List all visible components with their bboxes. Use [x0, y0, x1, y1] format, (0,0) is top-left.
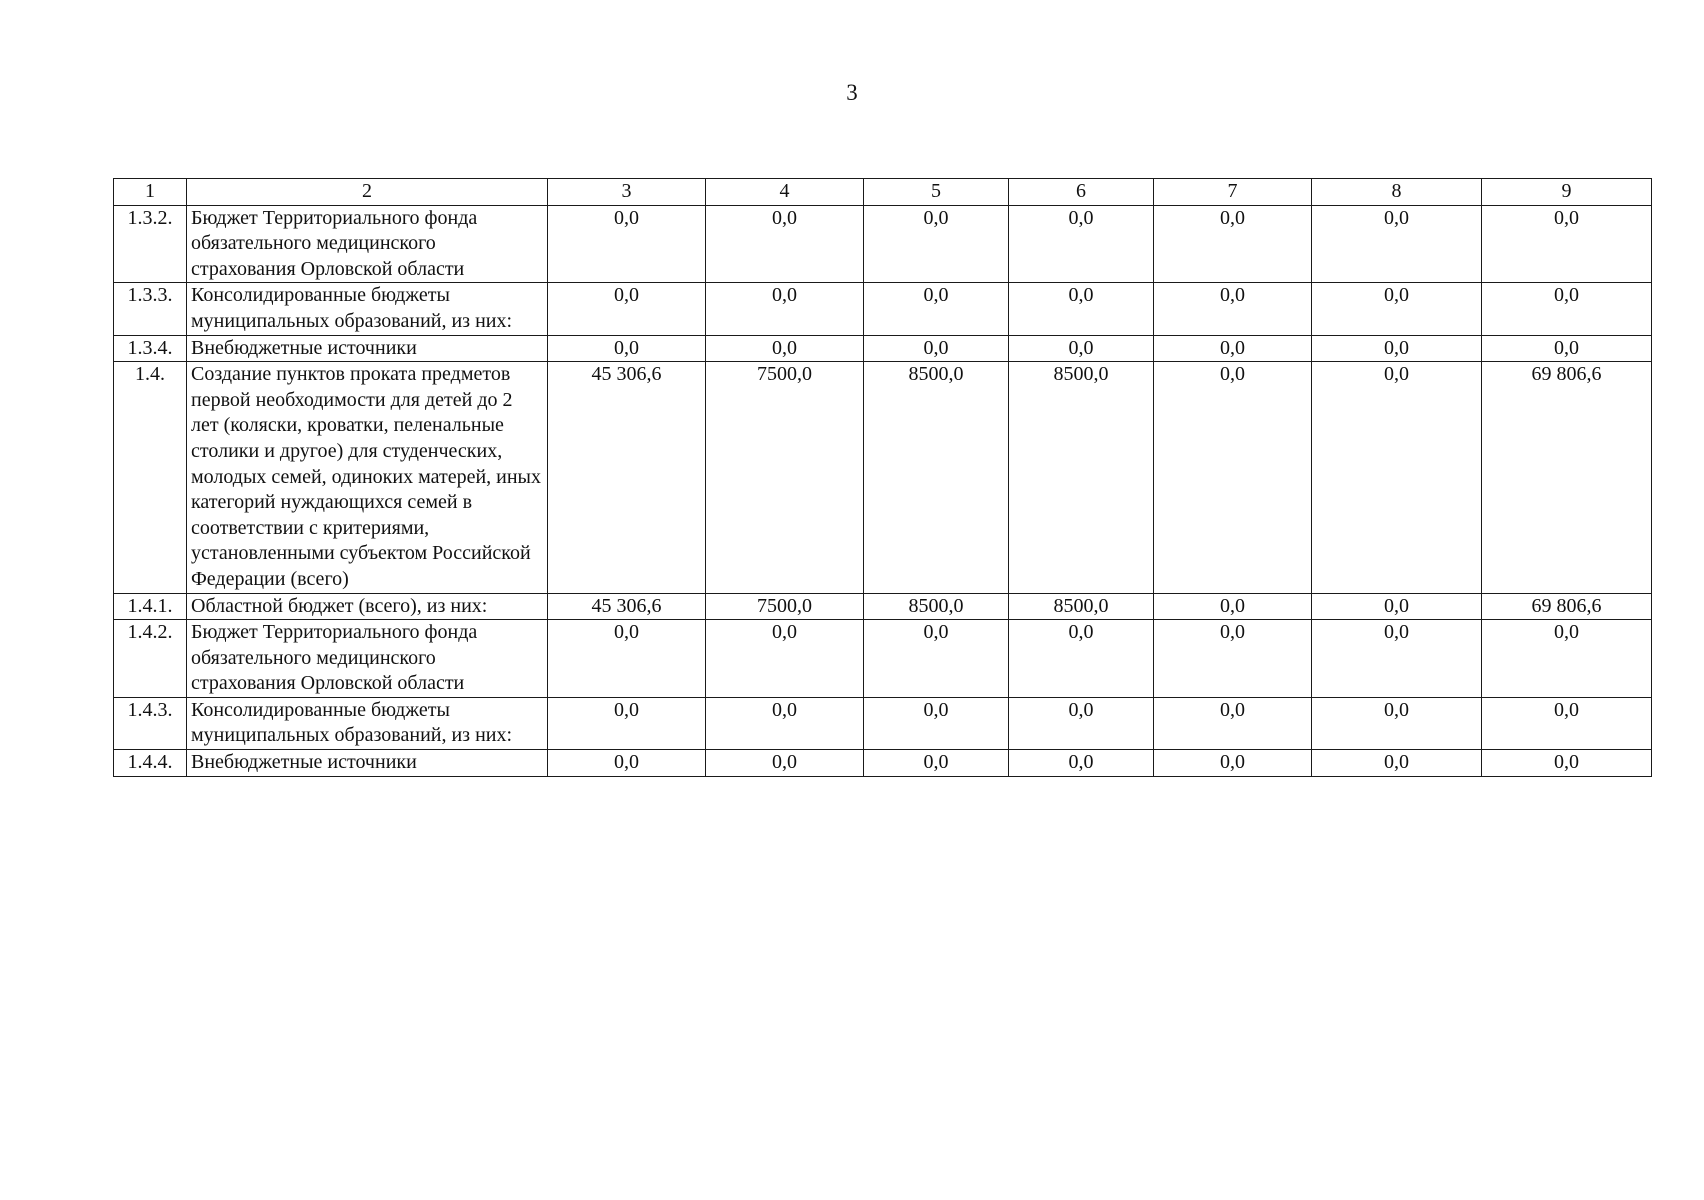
page-number: 3 — [846, 80, 858, 105]
row-name: Бюджет Территориального фонда обязательного медицинского страхования Орловской области — [187, 205, 548, 283]
value-cell: 0,0 — [1312, 205, 1482, 283]
column-header: 3 — [548, 179, 706, 206]
value-cell: 69 806,6 — [1482, 593, 1652, 620]
value-cell: 0,0 — [1009, 335, 1154, 362]
value-cell: 0,0 — [1154, 283, 1312, 335]
table-row — [114, 283, 1652, 335]
value-cell: 0,0 — [548, 283, 706, 335]
column-header: 6 — [1009, 179, 1154, 206]
value-cell: 0,0 — [1009, 205, 1154, 283]
row-number: 1.4.1. — [114, 593, 187, 620]
column-header: 4 — [706, 179, 864, 206]
value-cell: 0,0 — [706, 750, 864, 777]
row-name: Консолидированные бюджеты муниципальных образований, из них: — [187, 697, 548, 749]
value-cell: 8500,0 — [1009, 362, 1154, 593]
value-cell: 0,0 — [1482, 283, 1652, 335]
value-cell: 69 806,6 — [1482, 362, 1652, 593]
table-row — [114, 362, 1652, 593]
value-cell: 0,0 — [864, 205, 1009, 283]
value-cell: 0,0 — [1154, 593, 1312, 620]
value-cell: 0,0 — [548, 335, 706, 362]
value-cell: 8500,0 — [864, 593, 1009, 620]
column-header: 8 — [1312, 179, 1482, 206]
value-cell: 0,0 — [1482, 750, 1652, 777]
row-number: 1.4.2. — [114, 620, 187, 698]
value-cell: 0,0 — [548, 697, 706, 749]
row-name: Создание пунктов проката предметов первой необходимости для детей до 2 лет (коляски, кроватки, пеленальные столики и другое) для студенческих, молодых семей, одиноких матерей, иных категорий нуждающихся семей в соответствии с критериями, установленными субъектом Российской Федерации (всего) — [187, 362, 548, 593]
value-cell: 0,0 — [1312, 620, 1482, 698]
budget-table — [113, 178, 1652, 777]
table-row — [114, 620, 1652, 698]
table-row — [114, 697, 1652, 749]
value-cell: 0,0 — [1482, 697, 1652, 749]
value-cell: 0,0 — [864, 750, 1009, 777]
column-header: 5 — [864, 179, 1009, 206]
value-cell: 8500,0 — [864, 362, 1009, 593]
value-cell: 0,0 — [864, 697, 1009, 749]
value-cell: 0,0 — [1154, 362, 1312, 593]
column-header: 2 — [187, 179, 548, 206]
row-name: Внебюджетные источники — [187, 750, 548, 777]
value-cell: 0,0 — [1154, 697, 1312, 749]
value-cell: 0,0 — [1009, 620, 1154, 698]
value-cell: 0,0 — [706, 205, 864, 283]
table-row — [114, 205, 1652, 283]
row-number: 1.3.3. — [114, 283, 187, 335]
table-row — [114, 593, 1652, 620]
table-row — [114, 750, 1652, 777]
value-cell: 0,0 — [1312, 283, 1482, 335]
row-number: 1.4.4. — [114, 750, 187, 777]
column-header: 9 — [1482, 179, 1652, 206]
value-cell: 0,0 — [1312, 362, 1482, 593]
value-cell: 0,0 — [864, 620, 1009, 698]
row-name: Областной бюджет (всего), из них: — [187, 593, 548, 620]
row-number: 1.3.4. — [114, 335, 187, 362]
value-cell: 0,0 — [548, 620, 706, 698]
value-cell: 45 306,6 — [548, 362, 706, 593]
value-cell: 0,0 — [548, 205, 706, 283]
value-cell: 0,0 — [548, 750, 706, 777]
row-number: 1.4. — [114, 362, 187, 593]
value-cell: 0,0 — [706, 697, 864, 749]
value-cell: 0,0 — [1482, 335, 1652, 362]
row-number: 1.3.2. — [114, 205, 187, 283]
table-row — [114, 335, 1652, 362]
value-cell: 0,0 — [1154, 750, 1312, 777]
value-cell: 0,0 — [1312, 593, 1482, 620]
value-cell: 0,0 — [1482, 620, 1652, 698]
value-cell: 0,0 — [1312, 750, 1482, 777]
value-cell: 0,0 — [1482, 205, 1652, 283]
value-cell: 0,0 — [1009, 750, 1154, 777]
column-header: 7 — [1154, 179, 1312, 206]
value-cell: 0,0 — [706, 620, 864, 698]
value-cell: 0,0 — [1312, 697, 1482, 749]
table-header-row — [114, 179, 1652, 206]
value-cell: 0,0 — [1154, 620, 1312, 698]
row-number: 1.4.3. — [114, 697, 187, 749]
value-cell: 8500,0 — [1009, 593, 1154, 620]
value-cell: 0,0 — [1009, 283, 1154, 335]
value-cell: 0,0 — [1009, 697, 1154, 749]
value-cell: 7500,0 — [706, 362, 864, 593]
row-name: Внебюджетные источники — [187, 335, 548, 362]
value-cell: 0,0 — [1312, 335, 1482, 362]
value-cell: 45 306,6 — [548, 593, 706, 620]
value-cell: 0,0 — [706, 283, 864, 335]
value-cell: 0,0 — [1154, 335, 1312, 362]
row-name: Бюджет Территориального фонда обязательного медицинского страхования Орловской области — [187, 620, 548, 698]
column-header: 1 — [114, 179, 187, 206]
value-cell: 0,0 — [864, 335, 1009, 362]
value-cell: 0,0 — [706, 335, 864, 362]
value-cell: 7500,0 — [706, 593, 864, 620]
value-cell: 0,0 — [1154, 205, 1312, 283]
row-name: Консолидированные бюджеты муниципальных образований, из них: — [187, 283, 548, 335]
value-cell: 0,0 — [864, 283, 1009, 335]
